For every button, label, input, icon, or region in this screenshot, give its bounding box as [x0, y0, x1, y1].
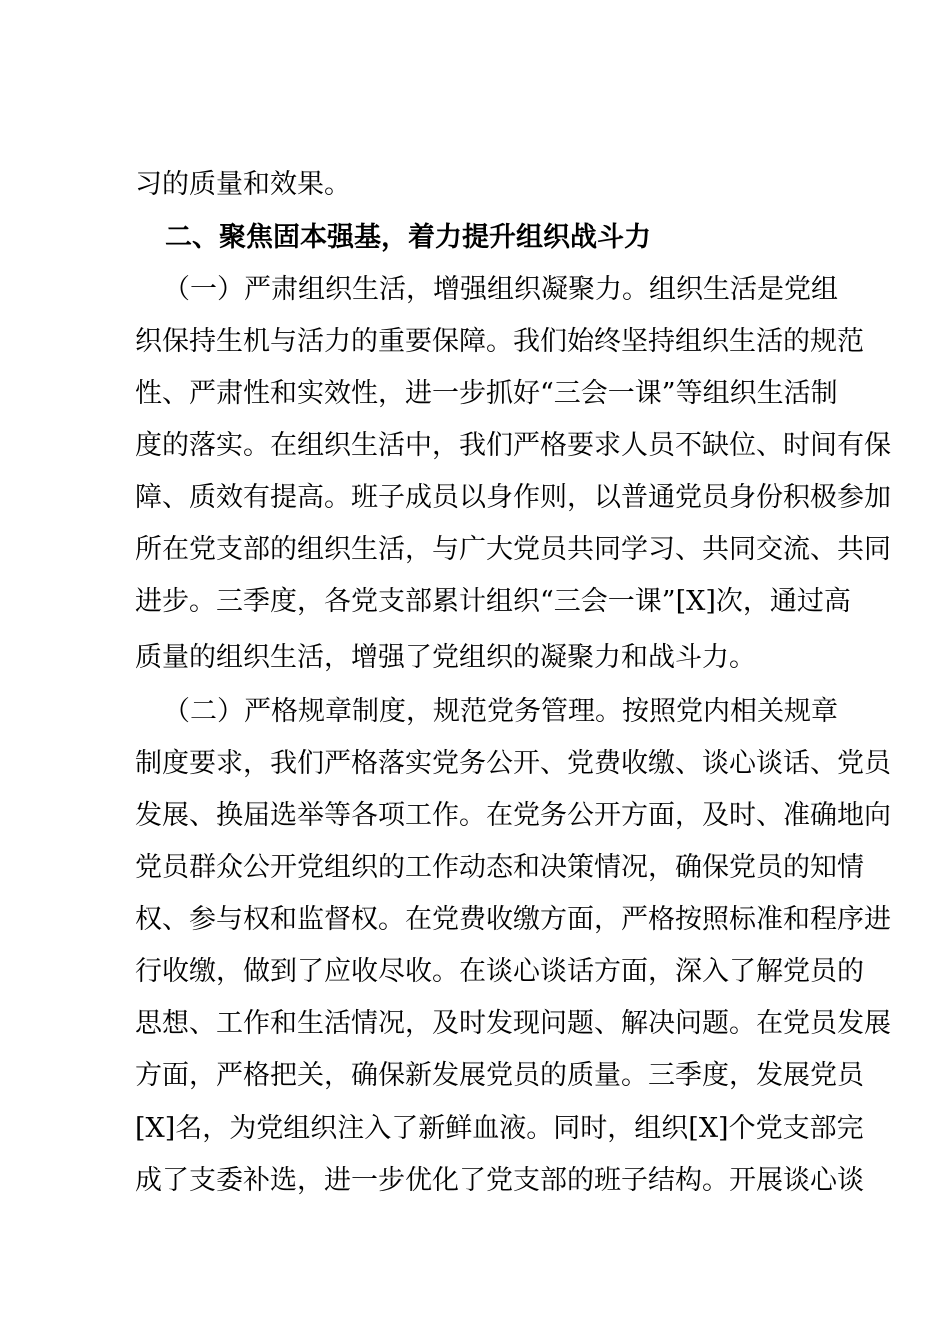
paragraph-line: 质量的组织生活，增强了党组织的凝聚力和战斗力。 — [135, 642, 756, 673]
paragraph-line: （一）严肃组织生活，增强组织凝聚力。组织生活是党组 — [163, 274, 838, 305]
paragraph-line: 所在党支部的组织生活，与广大党员共同学习、共同交流、共同 — [135, 534, 891, 565]
paragraph-line: 思想、工作和生活情况，及时发现问题、解决问题。在党员发展 — [135, 1008, 891, 1039]
paragraph-line: 制度要求，我们严格落实党务公开、党费收缴、谈心谈话、党员 — [135, 748, 891, 779]
paragraph-line: 权、参与权和监督权。在党费收缴方面，严格按照标准和程序进 — [135, 904, 891, 935]
paragraph-line: 障、质效有提高。班子成员以身作则，以普通党员身份积极参加 — [135, 482, 891, 513]
section-heading: 二、聚焦固本强基，着力提升组织战斗力 — [165, 222, 651, 253]
paragraph-line: 行收缴，做到了应收尽收。在谈心谈话方面，深入了解党员的 — [135, 956, 864, 987]
paragraph-line: 发展、换届选举等各项工作。在党务公开方面，及时、准确地向 — [135, 800, 891, 831]
paragraph-line: 性、严肃性和实效性，进一步抓好“三会一课”等组织生活制 — [135, 378, 838, 409]
paragraph-line: 习的质量和效果。 — [135, 169, 351, 200]
paragraph-line: 党员群众公开党组织的工作动态和决策情况，确保党员的知情 — [135, 852, 864, 883]
paragraph-line: [X]名，为党组织注入了新鲜血液。同时，组织[X]个党支部完 — [135, 1113, 864, 1144]
paragraph-line: 进步。三季度，各党支部累计组织“三会一课”[X]次，通过高 — [135, 586, 851, 617]
paragraph-line: 方面，严格把关，确保新发展党员的质量。三季度，发展党员 — [135, 1060, 864, 1091]
paragraph-line: 度的落实。在组织生活中，我们严格要求人员不缺位、时间有保 — [135, 430, 891, 461]
paragraph-line: （二）严格规章制度，规范党务管理。按照党内相关规章 — [163, 696, 838, 727]
paragraph-line: 织保持生机与活力的重要保障。我们始终坚持组织生活的规范 — [135, 326, 864, 357]
paragraph-line: 成了支委补选，进一步优化了党支部的班子结构。开展谈心谈 — [135, 1165, 864, 1196]
